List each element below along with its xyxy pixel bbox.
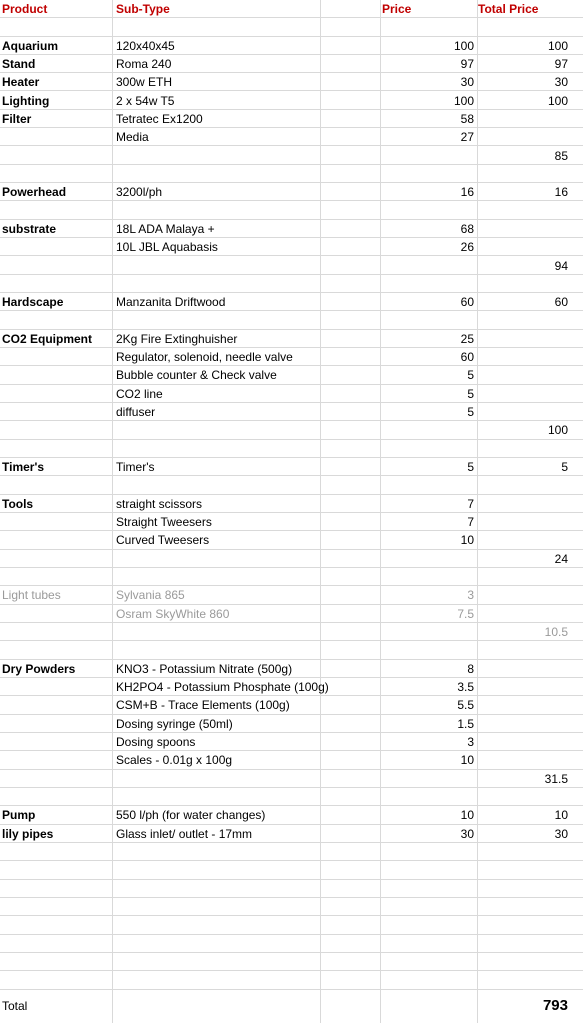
total-price-cell	[478, 311, 570, 328]
table-row	[0, 605, 583, 623]
total-price-cell	[478, 751, 570, 768]
product-cell	[2, 605, 110, 622]
product-cell	[2, 403, 110, 420]
table-row	[0, 37, 583, 55]
price-cell	[380, 440, 476, 457]
product-cell	[2, 476, 110, 493]
product-cell	[2, 366, 110, 383]
product-cell	[2, 165, 110, 182]
table-row	[0, 586, 583, 604]
table-row	[0, 366, 583, 384]
empty-row	[0, 880, 583, 898]
total-price-cell	[478, 403, 570, 420]
total-price-cell	[478, 513, 570, 530]
price-cell: 7	[467, 515, 474, 530]
product-cell	[2, 788, 110, 805]
table-row	[0, 825, 583, 843]
product-cell	[2, 311, 110, 328]
total-price-cell	[478, 641, 570, 658]
product-cell: Timer's	[2, 460, 44, 475]
subtype-cell	[116, 202, 380, 219]
table-row	[0, 696, 583, 714]
total-price-cell: 100	[547, 423, 568, 438]
price-cell: 100	[453, 38, 474, 53]
table-row	[0, 128, 583, 146]
total-price-cell: 16	[554, 185, 568, 200]
product-cell	[2, 147, 110, 164]
table-row	[0, 238, 583, 256]
subtype-cell: 120x40x45	[116, 38, 175, 53]
product-cell	[2, 238, 110, 255]
table-row	[0, 806, 583, 824]
price-cell: 5	[467, 368, 474, 383]
product-cell: Lighting	[2, 93, 50, 108]
header-product: Product	[2, 2, 48, 16]
total-price-cell	[478, 128, 570, 145]
table-row	[0, 165, 583, 183]
subtype-cell	[116, 568, 380, 585]
total-price-cell	[478, 238, 570, 255]
table-row	[0, 660, 583, 678]
price-cell: 30	[460, 826, 474, 841]
table-row	[0, 385, 583, 403]
product-cell: CO2 Equipment	[2, 331, 93, 346]
subtype-cell	[116, 623, 380, 640]
subtype-cell: Tetratec Ex1200	[116, 111, 203, 126]
subtype-cell: Bubble counter & Check valve	[116, 368, 277, 383]
subtype-cell: 3200l/ph	[116, 185, 163, 200]
subtype-cell: 300w ETH	[116, 75, 173, 90]
table-row	[0, 311, 583, 329]
subtype-cell	[116, 770, 380, 787]
price-cell	[380, 788, 476, 805]
table-row	[0, 623, 583, 641]
subtype-cell: KNO3 - Potassium Nitrate (500g)	[116, 661, 293, 676]
product-cell: substrate	[2, 221, 57, 236]
product-cell: Dry Powders	[2, 661, 76, 676]
total-price-cell: 10	[554, 808, 568, 823]
table-row	[0, 476, 583, 494]
product-cell: Powerhead	[2, 185, 67, 200]
table-row	[0, 293, 583, 311]
total-price-cell	[478, 202, 570, 219]
subtype-cell: Glass inlet/ outlet - 17mm	[116, 826, 253, 841]
subtype-cell: Media	[116, 130, 149, 145]
price-cell: 10	[460, 753, 474, 768]
table-row	[0, 202, 583, 220]
price-cell: 60	[460, 350, 474, 365]
total-label: Total	[2, 999, 28, 1013]
subtype-cell: Dosing spoons	[116, 735, 196, 749]
subtype-cell	[116, 257, 380, 274]
subtype-cell: Dosing syringe (50ml)	[116, 716, 233, 731]
product-cell	[2, 202, 110, 219]
subtype-cell: Regulator, solenoid, needle valve	[116, 350, 293, 365]
product-cell	[2, 421, 110, 438]
table-row	[0, 568, 583, 586]
subtype-cell: Curved Tweesers	[116, 533, 210, 548]
price-cell: 16	[460, 185, 474, 200]
total-price-cell	[478, 440, 570, 457]
price-cell: 5	[467, 386, 474, 401]
total-price-cell	[478, 165, 570, 182]
price-cell: 68	[460, 221, 474, 236]
total-price-cell	[478, 586, 570, 603]
price-cell: 60	[460, 295, 474, 310]
total-price-cell	[478, 678, 570, 695]
product-cell	[2, 623, 110, 640]
price-cell	[380, 311, 476, 328]
product-cell	[2, 770, 110, 787]
empty-row	[0, 935, 583, 953]
total-price-cell	[478, 476, 570, 493]
product-cell	[2, 513, 110, 530]
subtype-cell: 2Kg Fire Extinghuisher	[116, 331, 238, 346]
table-row	[0, 220, 583, 238]
subtype-cell	[116, 165, 380, 182]
product-cell	[2, 128, 110, 145]
table-row	[0, 531, 583, 549]
empty-row	[0, 898, 583, 916]
total-price-cell	[478, 531, 570, 548]
total-price-cell	[478, 660, 570, 677]
price-cell: 100	[453, 93, 474, 108]
price-cell	[380, 202, 476, 219]
empty-row	[0, 916, 583, 934]
empty-row	[0, 953, 583, 971]
product-cell	[2, 531, 110, 548]
total-price-cell: 30	[554, 826, 568, 841]
total-price-cell: 10.5	[544, 625, 568, 640]
subtype-cell: 10L JBL Aquabasis	[116, 240, 218, 255]
table-row	[0, 275, 583, 293]
price-cell: 5	[467, 460, 474, 475]
total-price-cell	[478, 220, 570, 237]
price-cell: 10	[460, 533, 474, 548]
empty-row	[0, 971, 583, 989]
table-row	[0, 92, 583, 110]
subtype-cell: diffuser	[116, 405, 156, 420]
total-price-cell	[478, 696, 570, 713]
total-price-cell	[478, 330, 570, 347]
subtype-cell	[116, 440, 380, 457]
product-cell	[2, 641, 110, 658]
total-price-cell	[478, 366, 570, 383]
price-cell	[380, 476, 476, 493]
price-cell: 5	[467, 405, 474, 420]
subtype-cell: Sylvania 865	[116, 588, 185, 603]
product-cell	[2, 257, 110, 274]
price-cell: 5.5	[457, 698, 474, 713]
total-price-cell	[478, 605, 570, 622]
product-cell	[2, 715, 110, 732]
subtype-cell: CSM+B - Trace Elements (100g)	[116, 698, 290, 713]
total-price-cell	[478, 733, 570, 750]
total-price-cell: 85	[554, 148, 568, 163]
subtype-cell: Manzanita Driftwood	[116, 295, 226, 310]
table-row	[0, 110, 583, 128]
subtype-cell: 18L ADA Malaya +	[116, 221, 215, 236]
total-price-cell: 5	[561, 460, 568, 475]
grand-total-row	[0, 997, 583, 1015]
product-cell	[2, 275, 110, 292]
empty-row	[0, 861, 583, 879]
grand-total-value: 793	[542, 997, 568, 1014]
product-cell: Tools	[2, 496, 34, 511]
product-cell	[2, 733, 110, 750]
price-cell: 10	[460, 808, 474, 823]
table-row	[0, 257, 583, 275]
total-price-cell: 100	[547, 38, 568, 53]
total-price-cell	[478, 275, 570, 292]
price-cell	[380, 641, 476, 658]
subtype-cell: KH2PO4 - Potassium Phosphate (100g)	[116, 680, 329, 694]
total-price-cell	[478, 495, 570, 512]
table-row	[0, 770, 583, 788]
subtype-cell	[116, 147, 380, 164]
product-cell	[2, 385, 110, 402]
price-cell: 30	[460, 75, 474, 90]
table-row	[0, 330, 583, 348]
total-price-cell	[478, 385, 570, 402]
subtype-cell	[116, 275, 380, 292]
price-cell: 8	[467, 661, 474, 676]
table-row	[0, 55, 583, 73]
price-cell	[380, 421, 476, 438]
table-row	[0, 788, 583, 806]
price-cell: 7	[467, 496, 474, 511]
product-cell	[2, 550, 110, 567]
product-cell	[2, 440, 110, 457]
table-row	[0, 495, 583, 513]
subtype-cell	[116, 311, 380, 328]
price-cell	[380, 165, 476, 182]
price-cell: 7.5	[457, 606, 474, 621]
subtype-cell: straight scissors	[116, 496, 203, 511]
total-price-cell	[478, 715, 570, 732]
table-row	[0, 641, 583, 659]
total-price-cell	[478, 788, 570, 805]
price-cell	[380, 770, 476, 787]
table-row	[0, 751, 583, 769]
table-row	[0, 458, 583, 476]
header-subtype: Sub-Type	[116, 2, 170, 16]
total-price-cell	[478, 110, 570, 127]
product-cell	[2, 696, 110, 713]
subtype-cell: Osram SkyWhite 860	[116, 606, 230, 621]
price-cell: 3.5	[457, 680, 474, 694]
product-cell: Aquarium	[2, 38, 59, 53]
table-row	[0, 183, 583, 201]
subtype-cell	[116, 421, 380, 438]
total-price-cell: 24	[554, 551, 568, 566]
header-row	[0, 0, 583, 18]
subtype-cell	[116, 476, 380, 493]
product-cell: Heater	[2, 75, 40, 90]
product-cell: Light tubes	[2, 588, 61, 603]
table-row	[0, 147, 583, 165]
price-cell: 3	[467, 735, 474, 749]
total-price-cell: 100	[547, 93, 568, 108]
table-row	[0, 73, 583, 91]
table-row	[0, 513, 583, 531]
subtype-cell	[116, 641, 380, 658]
price-cell	[380, 550, 476, 567]
price-cell	[380, 257, 476, 274]
price-cell: 26	[460, 240, 474, 255]
subtype-cell: Timer's	[116, 460, 155, 475]
product-cell	[2, 348, 110, 365]
spacer-row	[0, 18, 583, 36]
total-price-cell: 94	[554, 258, 568, 273]
total-price-cell	[478, 348, 570, 365]
subtype-cell: Scales - 0.01g x 100g	[116, 753, 233, 768]
product-cell: lily pipes	[2, 826, 54, 841]
price-cell: 1.5	[457, 716, 474, 731]
price-cell: 58	[460, 111, 474, 126]
table-row	[0, 550, 583, 568]
total-price-cell: 31.5	[544, 771, 568, 786]
total-price-cell	[478, 568, 570, 585]
price-cell	[380, 623, 476, 640]
product-cell	[2, 751, 110, 768]
price-cell: 3	[467, 588, 474, 603]
total-price-cell: 60	[554, 295, 568, 310]
table-row	[0, 715, 583, 733]
table-row	[0, 348, 583, 366]
subtype-cell: 550 l/ph (for water changes)	[116, 808, 266, 823]
empty-row	[0, 843, 583, 861]
subtype-cell: CO2 line	[116, 386, 163, 401]
table-row	[0, 678, 583, 696]
subtype-cell	[116, 788, 380, 805]
product-cell: Pump	[2, 808, 36, 823]
subtype-cell: Straight Tweesers	[116, 515, 212, 530]
product-cell	[2, 678, 110, 695]
price-cell	[380, 568, 476, 585]
price-cell: 97	[460, 56, 474, 71]
total-price-cell: 97	[554, 56, 568, 71]
price-cell: 27	[460, 130, 474, 145]
price-cell	[380, 275, 476, 292]
table-row	[0, 440, 583, 458]
product-cell	[2, 568, 110, 585]
table-row	[0, 733, 583, 751]
table-row	[0, 421, 583, 439]
subtype-cell: Roma 240	[116, 56, 172, 71]
subtype-cell	[116, 550, 380, 567]
total-price-cell: 30	[554, 75, 568, 90]
product-cell: Filter	[2, 111, 32, 126]
product-cell: Hardscape	[2, 295, 64, 310]
price-cell: 25	[460, 331, 474, 346]
table-row	[0, 403, 583, 421]
header-price: Price	[382, 2, 412, 16]
subtype-cell: 2 x 54w T5	[116, 93, 175, 108]
header-total-price: Total Price	[478, 2, 539, 16]
product-cell: Stand	[2, 56, 36, 71]
price-cell	[380, 147, 476, 164]
